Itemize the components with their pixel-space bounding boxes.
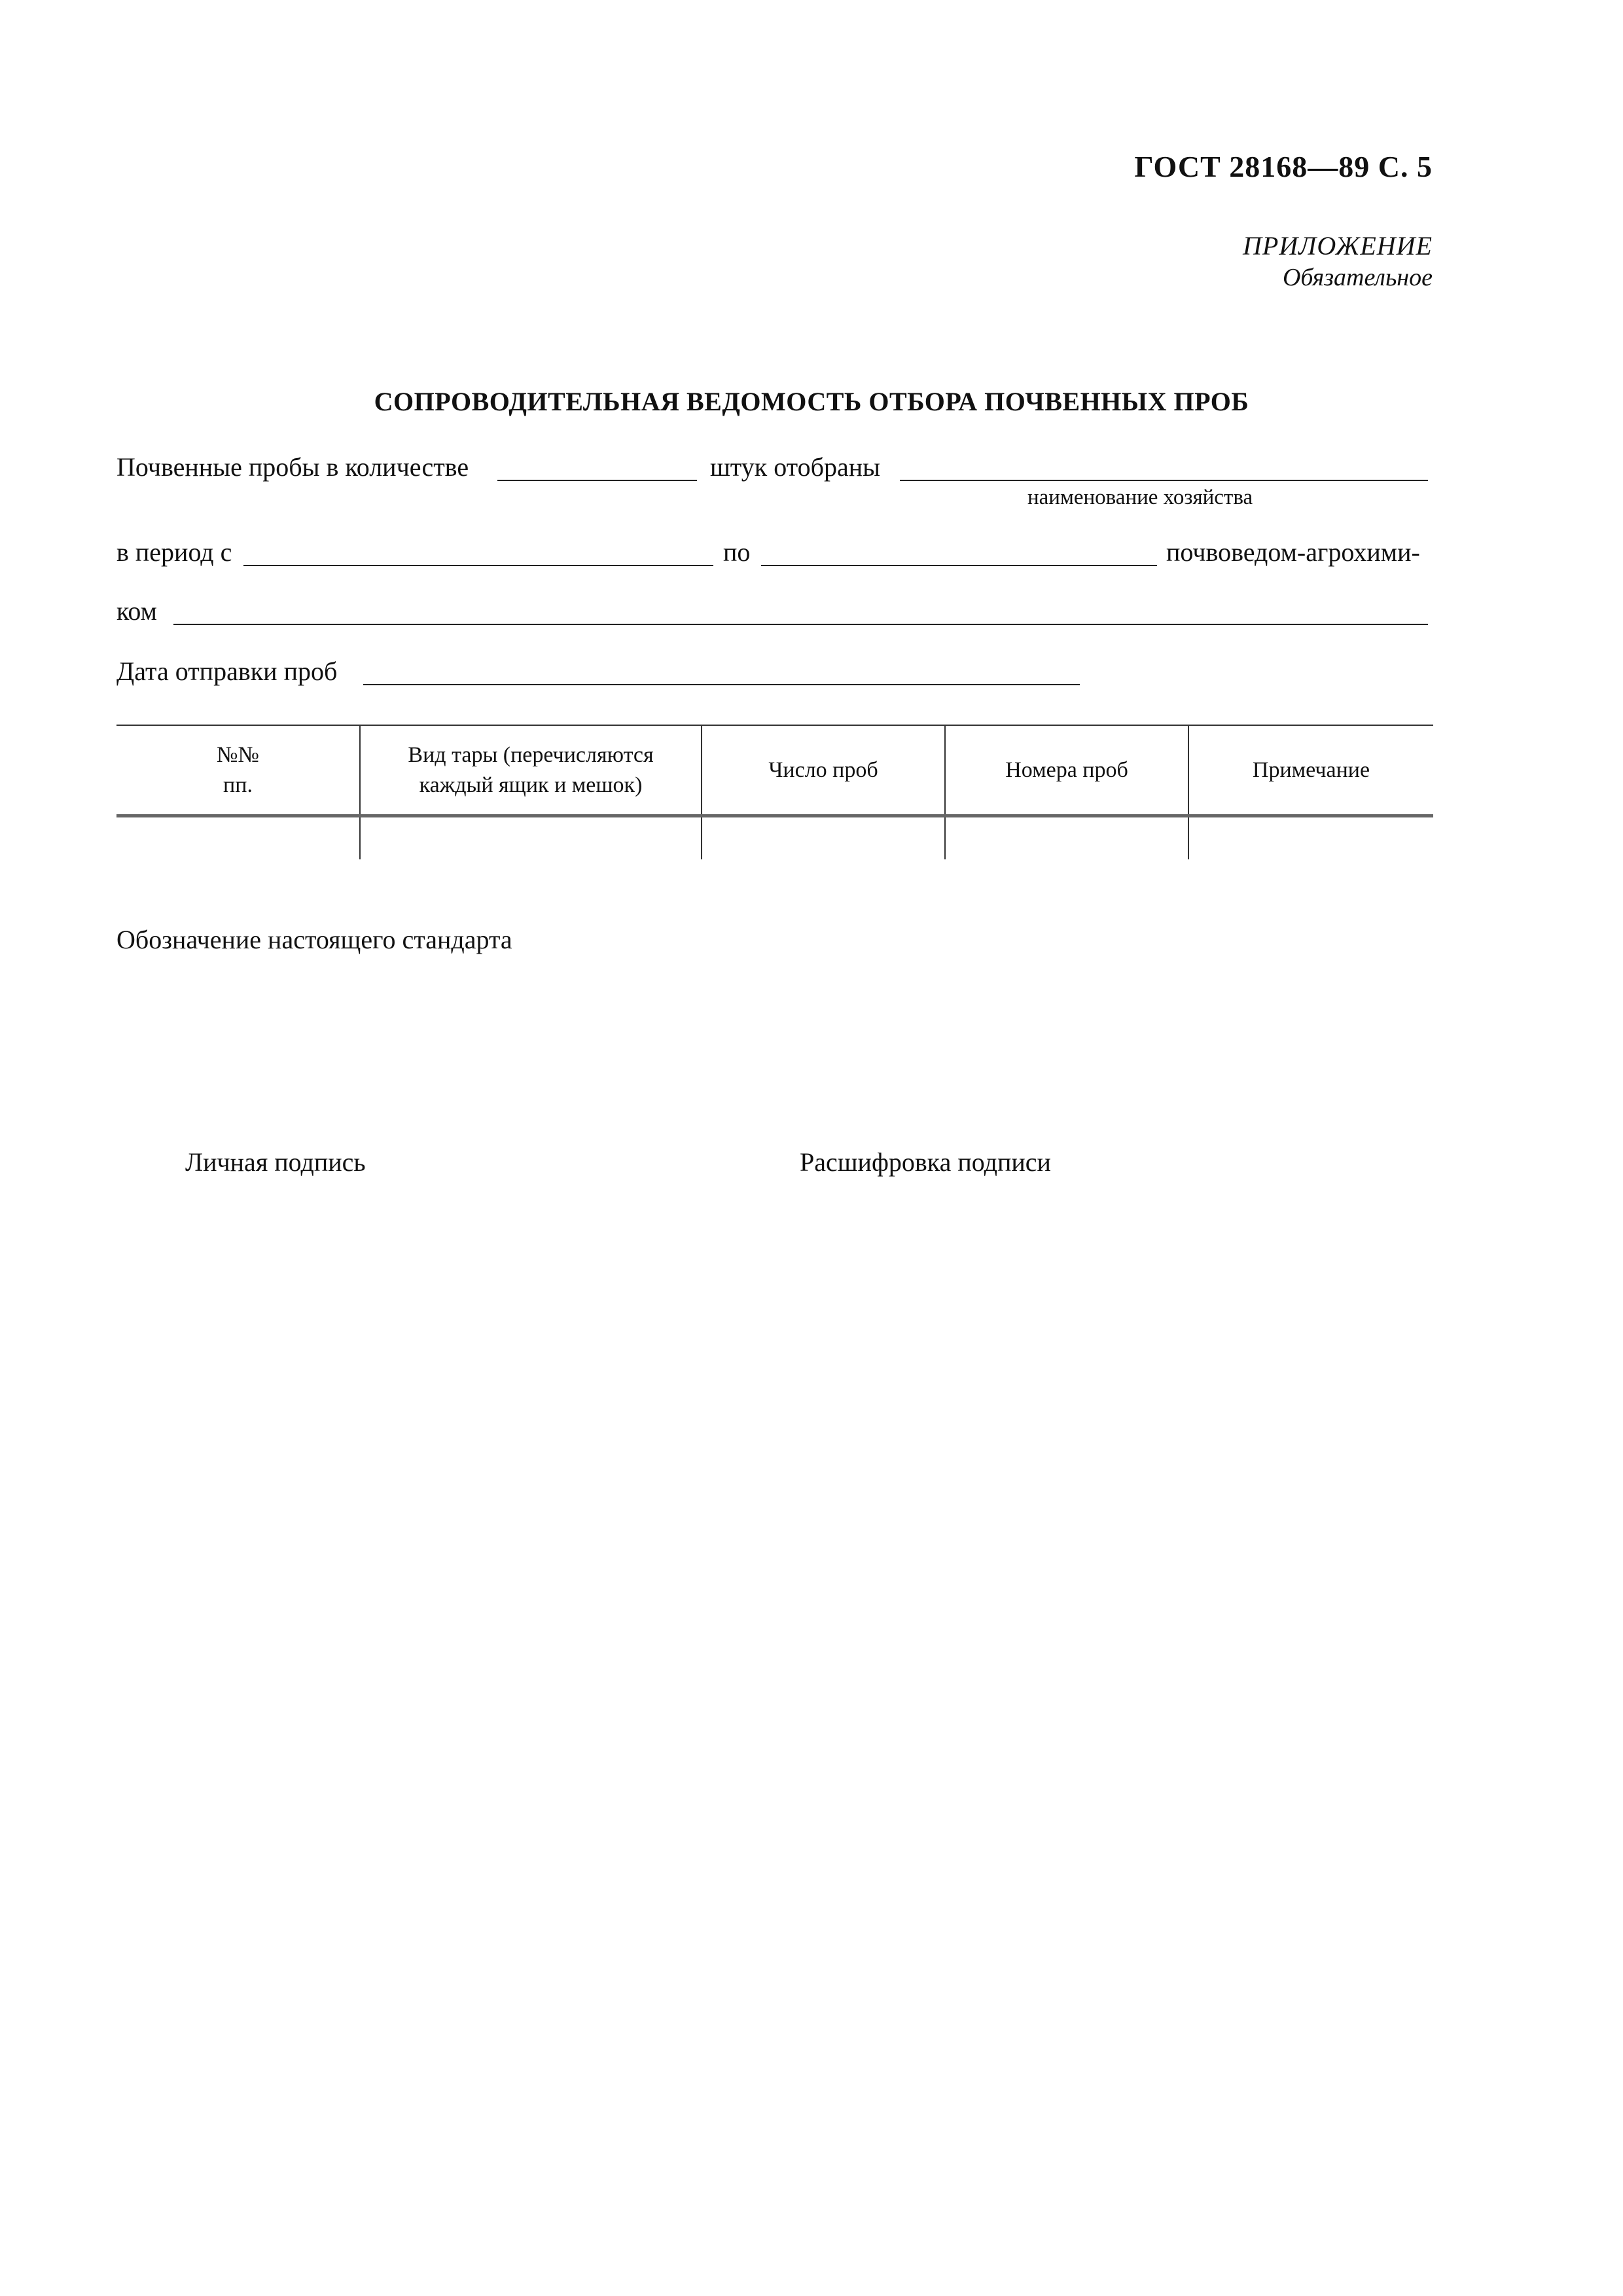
- period-from-label: в период с: [116, 537, 232, 567]
- standard-designation: ГОСТ 28168—89 С. 5: [1134, 150, 1433, 183]
- column-header-container-type-line2: каждый ящик и мешок): [419, 772, 643, 797]
- agrochemist-name-field[interactable]: [173, 624, 1428, 625]
- period-to-field[interactable]: [761, 565, 1157, 566]
- sample-count-label: Почвенные пробы в количестве: [116, 452, 469, 482]
- column-header-container-type: [360, 725, 702, 816]
- farm-name-hint: наименование хозяйства: [1027, 486, 1253, 509]
- farm-name-field[interactable]: [900, 480, 1428, 481]
- column-header-number: [116, 725, 360, 816]
- column-header-number-line1: №№: [217, 742, 259, 767]
- cell-note[interactable]: [1188, 816, 1433, 860]
- column-header-note: [1188, 725, 1433, 816]
- dispatch-date-field[interactable]: [363, 684, 1080, 685]
- personal-signature-label: Личная подпись: [185, 1147, 366, 1177]
- column-header-sample-count: [702, 725, 945, 816]
- appendix-label: ПРИЛОЖЕНИЕ: [1243, 231, 1433, 260]
- dispatch-date-label: Дата отправки проб: [116, 656, 338, 686]
- signature-decoding-label: Расшифровка подписи: [800, 1147, 1051, 1177]
- column-header-sample-numbers: [945, 725, 1188, 816]
- form-title: СОПРОВОДИТЕЛЬНАЯ ВЕДОМОСТЬ ОТБОРА ПОЧВЕННЫХ ПРОБ: [374, 387, 1249, 416]
- agrochemist-label: ком: [116, 596, 157, 626]
- soil-scientist-label: почвоведом-агрохими-: [1166, 537, 1420, 567]
- period-to-label: по: [723, 537, 751, 567]
- sample-count-field[interactable]: [497, 480, 697, 481]
- cell-sample-numbers[interactable]: [945, 816, 1188, 860]
- column-header-container-type-line1: Вид тары (перечисляются: [408, 742, 654, 767]
- column-header-number-line2: пп.: [223, 772, 253, 797]
- column-header-sample-count-text: Число проб: [768, 757, 878, 782]
- column-header-sample-numbers-text: Номера проб: [1005, 757, 1128, 782]
- table-row: [116, 816, 1433, 860]
- cell-sample-count[interactable]: [702, 816, 945, 860]
- table-header-row: [116, 725, 1433, 816]
- cell-container-type[interactable]: [360, 816, 702, 860]
- period-from-field[interactable]: [243, 565, 713, 566]
- appendix-status: Обязательное: [1282, 264, 1433, 291]
- cell-number[interactable]: [116, 816, 360, 860]
- column-header-note-text: Примечание: [1252, 757, 1370, 782]
- standard-designation-label: Обозначение настоящего стандарта: [116, 925, 512, 954]
- samples-table: [116, 725, 1433, 859]
- pieces-selected-label: штук отобраны: [710, 452, 880, 482]
